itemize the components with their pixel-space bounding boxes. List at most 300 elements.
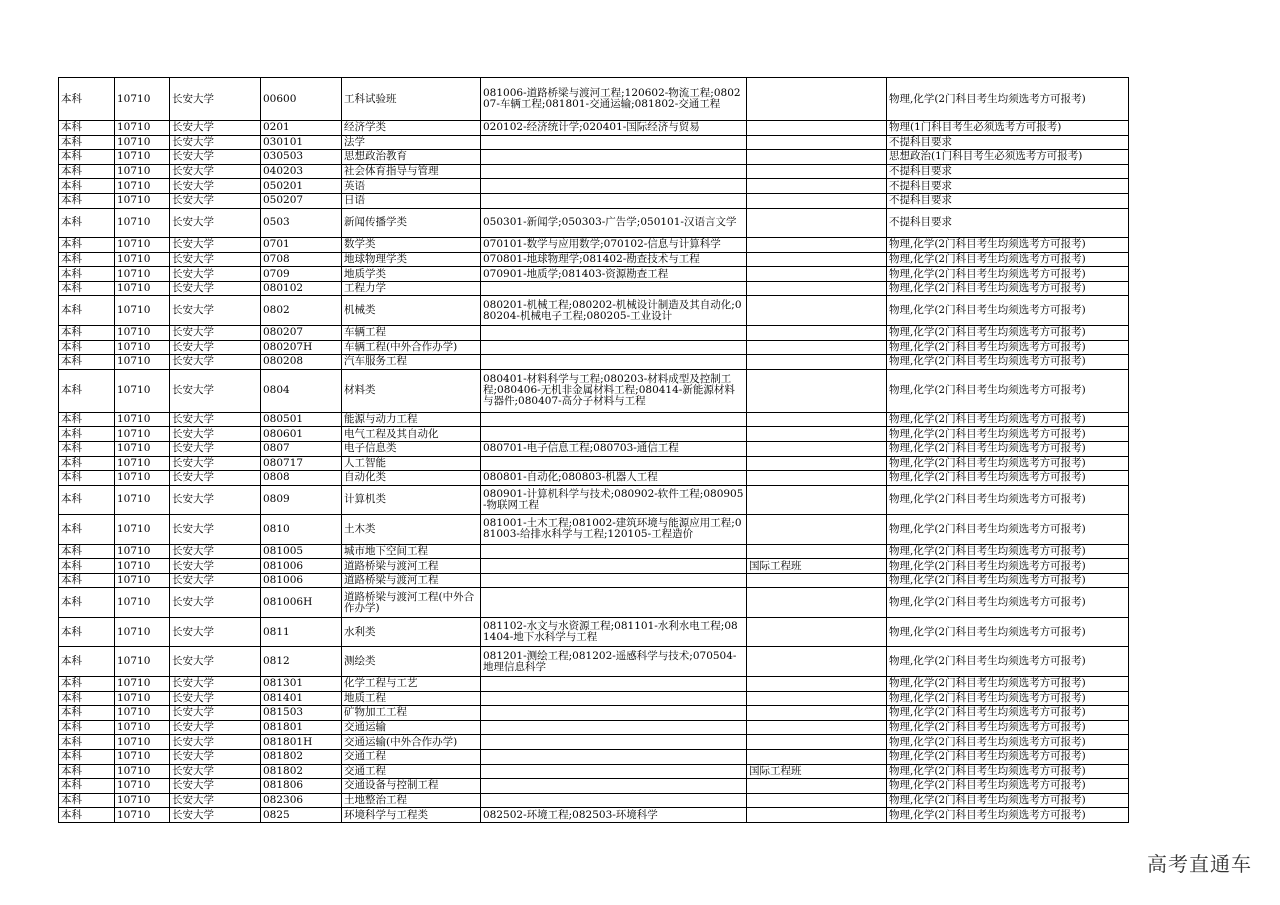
cell-level: 本科 — [59, 808, 115, 823]
cell-major-code: 081806 — [261, 779, 342, 794]
table-row — [59, 150, 1129, 165]
cell-subject-requirement: 物理,化学(2门科目考生均须选考方可报考) — [887, 427, 1129, 442]
cell-school-code: 10710 — [115, 544, 170, 559]
cell-school-code: 10710 — [115, 749, 170, 764]
cell-school-code: 10710 — [115, 793, 170, 808]
cell-major-code: 081801 — [261, 720, 342, 735]
table-row — [59, 471, 1129, 486]
cell-school-name: 长安大学 — [170, 164, 261, 179]
cell-school-code: 10710 — [115, 78, 170, 121]
cell-note — [747, 135, 887, 150]
cell-included-majors: 080701-电子信息工程;080703-通信工程 — [481, 441, 747, 456]
cell-note — [747, 441, 887, 456]
cell-school-name: 长安大学 — [170, 78, 261, 121]
cell-included-majors: 081102-水文与水资源工程;081101-水利水电工程;081404-地下水科学与工程 — [481, 617, 747, 647]
table-row — [59, 208, 1129, 238]
cell-school-name: 长安大学 — [170, 617, 261, 647]
cell-included-majors — [481, 706, 747, 721]
cell-level: 本科 — [59, 793, 115, 808]
major-requirements-table — [58, 77, 1129, 823]
cell-school-name: 长安大学 — [170, 456, 261, 471]
cell-school-code: 10710 — [115, 764, 170, 779]
cell-note — [747, 208, 887, 238]
cell-included-majors — [481, 588, 747, 618]
cell-school-name: 长安大学 — [170, 808, 261, 823]
cell-level: 本科 — [59, 281, 115, 296]
cell-level: 本科 — [59, 355, 115, 370]
cell-school-code: 10710 — [115, 441, 170, 456]
cell-major-name: 土地整治工程 — [342, 793, 481, 808]
cell-major-code: 082306 — [261, 793, 342, 808]
cell-major-name: 英语 — [342, 179, 481, 194]
cell-note — [747, 676, 887, 691]
cell-school-name: 长安大学 — [170, 441, 261, 456]
cell-included-majors — [481, 179, 747, 194]
cell-subject-requirement: 物理,化学(2门科目考生均须选考方可报考) — [887, 617, 1129, 647]
table-row — [59, 121, 1129, 136]
cell-school-code: 10710 — [115, 355, 170, 370]
cell-major-name: 社会体育指导与管理 — [342, 164, 481, 179]
cell-school-name: 长安大学 — [170, 412, 261, 427]
cell-major-name: 交通运输 — [342, 720, 481, 735]
table-row — [59, 238, 1129, 253]
cell-level: 本科 — [59, 150, 115, 165]
cell-subject-requirement: 物理,化学(2门科目考生均须选考方可报考) — [887, 485, 1129, 515]
cell-included-majors — [481, 150, 747, 165]
cell-included-majors: 070801-地球物理学;081402-勘查技术与工程 — [481, 252, 747, 267]
cell-major-name: 人工智能 — [342, 456, 481, 471]
cell-major-code: 0825 — [261, 808, 342, 823]
cell-note — [747, 793, 887, 808]
cell-note — [747, 281, 887, 296]
cell-school-code: 10710 — [115, 340, 170, 355]
cell-level: 本科 — [59, 691, 115, 706]
cell-school-name: 长安大学 — [170, 720, 261, 735]
cell-major-name: 材料类 — [342, 369, 481, 412]
table-row — [59, 456, 1129, 471]
cell-major-name: 工程力学 — [342, 281, 481, 296]
cell-subject-requirement: 物理,化学(2门科目考生均须选考方可报考) — [887, 296, 1129, 326]
cell-note — [747, 808, 887, 823]
cell-subject-requirement: 物理,化学(2门科目考生均须选考方可报考) — [887, 369, 1129, 412]
cell-school-code: 10710 — [115, 281, 170, 296]
cell-included-majors — [481, 325, 747, 340]
cell-level: 本科 — [59, 559, 115, 574]
cell-subject-requirement: 物理,化学(2门科目考生均须选考方可报考) — [887, 515, 1129, 545]
cell-school-name: 长安大学 — [170, 135, 261, 150]
cell-major-code: 081006 — [261, 573, 342, 588]
cell-level: 本科 — [59, 764, 115, 779]
cell-school-name: 长安大学 — [170, 706, 261, 721]
cell-level: 本科 — [59, 471, 115, 486]
cell-note — [747, 573, 887, 588]
cell-major-name: 机械类 — [342, 296, 481, 326]
cell-school-code: 10710 — [115, 515, 170, 545]
cell-major-code: 081005 — [261, 544, 342, 559]
cell-school-code: 10710 — [115, 485, 170, 515]
cell-level: 本科 — [59, 735, 115, 750]
table-row — [59, 793, 1129, 808]
cell-major-name: 数学类 — [342, 238, 481, 253]
table-row — [59, 779, 1129, 794]
cell-major-name: 新闻传播学类 — [342, 208, 481, 238]
cell-level: 本科 — [59, 78, 115, 121]
cell-note — [747, 735, 887, 750]
cell-school-name: 长安大学 — [170, 647, 261, 677]
cell-included-majors — [481, 193, 747, 208]
cell-level: 本科 — [59, 193, 115, 208]
cell-subject-requirement: 思想政治(1门科目考生必须选考方可报考) — [887, 150, 1129, 165]
cell-included-majors: 080801-自动化;080803-机器人工程 — [481, 471, 747, 486]
cell-note — [747, 179, 887, 194]
cell-subject-requirement: 物理,化学(2门科目考生均须选考方可报考) — [887, 588, 1129, 618]
table-row — [59, 296, 1129, 326]
cell-subject-requirement: 物理,化学(2门科目考生均须选考方可报考) — [887, 238, 1129, 253]
cell-major-code: 0709 — [261, 267, 342, 282]
cell-subject-requirement: 物理,化学(2门科目考生均须选考方可报考) — [887, 691, 1129, 706]
cell-subject-requirement: 物理,化学(2门科目考生均须选考方可报考) — [887, 720, 1129, 735]
cell-school-name: 长安大学 — [170, 691, 261, 706]
cell-level: 本科 — [59, 720, 115, 735]
cell-level: 本科 — [59, 588, 115, 618]
cell-school-name: 长安大学 — [170, 427, 261, 442]
cell-major-name: 水利类 — [342, 617, 481, 647]
cell-school-code: 10710 — [115, 720, 170, 735]
cell-school-code: 10710 — [115, 676, 170, 691]
cell-school-code: 10710 — [115, 179, 170, 194]
cell-level: 本科 — [59, 515, 115, 545]
cell-school-code: 10710 — [115, 471, 170, 486]
cell-school-name: 长安大学 — [170, 369, 261, 412]
cell-included-majors — [481, 412, 747, 427]
cell-major-name: 道路桥梁与渡河工程 — [342, 573, 481, 588]
cell-note — [747, 325, 887, 340]
table-row — [59, 515, 1129, 545]
cell-major-code: 081503 — [261, 706, 342, 721]
cell-level: 本科 — [59, 544, 115, 559]
cell-note — [747, 720, 887, 735]
cell-note — [747, 164, 887, 179]
cell-school-name: 长安大学 — [170, 793, 261, 808]
cell-note — [747, 471, 887, 486]
cell-school-name: 长安大学 — [170, 238, 261, 253]
cell-level: 本科 — [59, 121, 115, 136]
table-row — [59, 281, 1129, 296]
cell-major-code: 0804 — [261, 369, 342, 412]
cell-school-code: 10710 — [115, 296, 170, 326]
cell-subject-requirement: 物理,化学(2门科目考生均须选考方可报考) — [887, 793, 1129, 808]
cell-school-code: 10710 — [115, 588, 170, 618]
cell-note — [747, 412, 887, 427]
cell-note — [747, 252, 887, 267]
cell-major-name: 环境科学与工程类 — [342, 808, 481, 823]
cell-included-majors: 070101-数学与应用数学;070102-信息与计算科学 — [481, 238, 747, 253]
cell-included-majors: 050301-新闻学;050303-广告学;050101-汉语言文学 — [481, 208, 747, 238]
cell-subject-requirement: 不提科目要求 — [887, 193, 1129, 208]
table-row — [59, 78, 1129, 121]
cell-note — [747, 456, 887, 471]
watermark-text: 高考直通车 — [1147, 852, 1252, 876]
cell-major-name: 经济学类 — [342, 121, 481, 136]
cell-major-name: 地质工程 — [342, 691, 481, 706]
cell-school-name: 长安大学 — [170, 340, 261, 355]
cell-note — [747, 544, 887, 559]
cell-subject-requirement: 物理,化学(2门科目考生均须选考方可报考) — [887, 340, 1129, 355]
cell-included-majors — [481, 164, 747, 179]
cell-included-majors — [481, 427, 747, 442]
cell-level: 本科 — [59, 706, 115, 721]
cell-level: 本科 — [59, 135, 115, 150]
cell-school-code: 10710 — [115, 427, 170, 442]
cell-subject-requirement: 不提科目要求 — [887, 164, 1129, 179]
cell-major-code: 0701 — [261, 238, 342, 253]
cell-note — [747, 749, 887, 764]
cell-major-code: 030101 — [261, 135, 342, 150]
cell-major-code: 0503 — [261, 208, 342, 238]
cell-level: 本科 — [59, 164, 115, 179]
cell-subject-requirement: 物理,化学(2门科目考生均须选考方可报考) — [887, 808, 1129, 823]
cell-school-name: 长安大学 — [170, 573, 261, 588]
cell-level: 本科 — [59, 296, 115, 326]
cell-major-name: 车辆工程(中外合作办学) — [342, 340, 481, 355]
cell-subject-requirement: 物理,化学(2门科目考生均须选考方可报考) — [887, 779, 1129, 794]
cell-included-majors — [481, 691, 747, 706]
cell-included-majors — [481, 135, 747, 150]
cell-major-code: 0809 — [261, 485, 342, 515]
cell-major-name: 日语 — [342, 193, 481, 208]
cell-school-name: 长安大学 — [170, 559, 261, 574]
table-row — [59, 369, 1129, 412]
cell-major-code: 0812 — [261, 647, 342, 677]
cell-major-name: 交通设备与控制工程 — [342, 779, 481, 794]
table-row — [59, 485, 1129, 515]
cell-school-name: 长安大学 — [170, 735, 261, 750]
cell-school-name: 长安大学 — [170, 471, 261, 486]
cell-subject-requirement: 物理,化学(2门科目考生均须选考方可报考) — [887, 78, 1129, 121]
table-row — [59, 252, 1129, 267]
cell-level: 本科 — [59, 573, 115, 588]
cell-included-majors — [481, 281, 747, 296]
cell-included-majors — [481, 456, 747, 471]
cell-major-code: 081401 — [261, 691, 342, 706]
table-row — [59, 720, 1129, 735]
cell-major-code: 050207 — [261, 193, 342, 208]
cell-major-name: 电气工程及其自动化 — [342, 427, 481, 442]
cell-major-code: 0808 — [261, 471, 342, 486]
cell-included-majors: 080401-材料科学与工程;080203-材料成型及控制工程;080406-无机非金属材料工程;080414-新能源材料与器件;080407-高分子材料与工程 — [481, 369, 747, 412]
cell-note: 国际工程班 — [747, 764, 887, 779]
cell-subject-requirement: 物理,化学(2门科目考生均须选考方可报考) — [887, 749, 1129, 764]
cell-school-name: 长安大学 — [170, 749, 261, 764]
cell-school-name: 长安大学 — [170, 485, 261, 515]
cell-subject-requirement: 物理,化学(2门科目考生均须选考方可报考) — [887, 441, 1129, 456]
cell-included-majors — [481, 720, 747, 735]
cell-subject-requirement: 物理,化学(2门科目考生均须选考方可报考) — [887, 456, 1129, 471]
cell-major-name: 测绘类 — [342, 647, 481, 677]
cell-school-name: 长安大学 — [170, 121, 261, 136]
cell-note — [747, 485, 887, 515]
cell-major-code: 081802 — [261, 749, 342, 764]
table-row — [59, 193, 1129, 208]
cell-included-majors: 081001-土木工程;081002-建筑环境与能源应用工程;081003-给排水科学与工程;120105-工程造价 — [481, 515, 747, 545]
cell-note — [747, 150, 887, 165]
cell-major-name: 法学 — [342, 135, 481, 150]
cell-school-name: 长安大学 — [170, 150, 261, 165]
cell-major-code: 081006H — [261, 588, 342, 618]
table-row — [59, 691, 1129, 706]
table-row — [59, 588, 1129, 618]
cell-included-majors — [481, 779, 747, 794]
cell-school-code: 10710 — [115, 252, 170, 267]
cell-school-name: 长安大学 — [170, 179, 261, 194]
cell-note — [747, 515, 887, 545]
table-row — [59, 749, 1129, 764]
cell-level: 本科 — [59, 676, 115, 691]
cell-included-majors — [481, 749, 747, 764]
cell-note — [747, 369, 887, 412]
cell-major-name: 能源与动力工程 — [342, 412, 481, 427]
cell-major-code: 080208 — [261, 355, 342, 370]
cell-included-majors — [481, 793, 747, 808]
cell-major-code: 081802 — [261, 764, 342, 779]
cell-included-majors: 081006-道路桥梁与渡河工程;120602-物流工程;080207-车辆工程;081801-交通运输;081802-交通工程 — [481, 78, 747, 121]
cell-school-code: 10710 — [115, 238, 170, 253]
cell-major-name: 工科试验班 — [342, 78, 481, 121]
cell-major-code: 080601 — [261, 427, 342, 442]
cell-school-name: 长安大学 — [170, 325, 261, 340]
cell-level: 本科 — [59, 749, 115, 764]
cell-level: 本科 — [59, 779, 115, 794]
cell-note — [747, 355, 887, 370]
cell-school-code: 10710 — [115, 691, 170, 706]
cell-included-majors: 080201-机械工程;080202-机械设计制造及其自动化;080204-机械电子工程;080205-工业设计 — [481, 296, 747, 326]
cell-level: 本科 — [59, 369, 115, 412]
cell-school-name: 长安大学 — [170, 208, 261, 238]
cell-school-code: 10710 — [115, 369, 170, 412]
table-row — [59, 179, 1129, 194]
cell-school-name: 长安大学 — [170, 676, 261, 691]
cell-major-code: 081801H — [261, 735, 342, 750]
cell-included-majors: 082502-环境工程;082503-环境科学 — [481, 808, 747, 823]
cell-major-code: 0708 — [261, 252, 342, 267]
cell-school-name: 长安大学 — [170, 252, 261, 267]
cell-major-code: 0811 — [261, 617, 342, 647]
cell-subject-requirement: 物理,化学(2门科目考生均须选考方可报考) — [887, 735, 1129, 750]
cell-level: 本科 — [59, 441, 115, 456]
cell-major-code: 0807 — [261, 441, 342, 456]
cell-note — [747, 267, 887, 282]
cell-major-name: 车辆工程 — [342, 325, 481, 340]
table-row — [59, 340, 1129, 355]
table-row — [59, 735, 1129, 750]
cell-school-code: 10710 — [115, 121, 170, 136]
cell-school-name: 长安大学 — [170, 267, 261, 282]
cell-included-majors — [481, 544, 747, 559]
cell-subject-requirement: 物理,化学(2门科目考生均须选考方可报考) — [887, 267, 1129, 282]
cell-level: 本科 — [59, 617, 115, 647]
cell-level: 本科 — [59, 208, 115, 238]
table-row — [59, 573, 1129, 588]
cell-included-majors: 080901-计算机科学与技术;080902-软件工程;080905-物联网工程 — [481, 485, 747, 515]
cell-subject-requirement: 物理,化学(2门科目考生均须选考方可报考) — [887, 355, 1129, 370]
cell-level: 本科 — [59, 340, 115, 355]
cell-school-name: 长安大学 — [170, 515, 261, 545]
cell-included-majors: 070901-地质学;081403-资源勘查工程 — [481, 267, 747, 282]
table-row — [59, 559, 1129, 574]
cell-major-code: 00600 — [261, 78, 342, 121]
cell-level: 本科 — [59, 427, 115, 442]
cell-subject-requirement: 物理,化学(2门科目考生均须选考方可报考) — [887, 676, 1129, 691]
cell-school-name: 长安大学 — [170, 779, 261, 794]
cell-school-name: 长安大学 — [170, 281, 261, 296]
cell-school-name: 长安大学 — [170, 544, 261, 559]
cell-note — [747, 706, 887, 721]
cell-level: 本科 — [59, 647, 115, 677]
cell-major-name: 地球物理学类 — [342, 252, 481, 267]
cell-note — [747, 193, 887, 208]
cell-major-name: 汽车服务工程 — [342, 355, 481, 370]
cell-major-code: 050201 — [261, 179, 342, 194]
cell-subject-requirement: 物理,化学(2门科目考生均须选考方可报考) — [887, 764, 1129, 779]
cell-major-name: 化学工程与工艺 — [342, 676, 481, 691]
cell-subject-requirement: 物理,化学(2门科目考生均须选考方可报考) — [887, 647, 1129, 677]
cell-level: 本科 — [59, 485, 115, 515]
cell-school-name: 长安大学 — [170, 193, 261, 208]
cell-note — [747, 647, 887, 677]
cell-subject-requirement: 物理,化学(2门科目考生均须选考方可报考) — [887, 706, 1129, 721]
table-row — [59, 676, 1129, 691]
cell-included-majors: 081201-测绘工程;081202-遥感科学与技术;070504-地理信息科学 — [481, 647, 747, 677]
cell-major-code: 030503 — [261, 150, 342, 165]
cell-major-code: 081301 — [261, 676, 342, 691]
cell-included-majors — [481, 764, 747, 779]
cell-school-code: 10710 — [115, 617, 170, 647]
cell-note — [747, 340, 887, 355]
cell-major-name: 交通工程 — [342, 749, 481, 764]
cell-school-code: 10710 — [115, 208, 170, 238]
cell-note: 国际工程班 — [747, 559, 887, 574]
cell-note — [747, 617, 887, 647]
cell-level: 本科 — [59, 412, 115, 427]
cell-level: 本科 — [59, 267, 115, 282]
table-row — [59, 267, 1129, 282]
cell-subject-requirement: 物理,化学(2门科目考生均须选考方可报考) — [887, 325, 1129, 340]
cell-school-code: 10710 — [115, 779, 170, 794]
cell-major-name: 土木类 — [342, 515, 481, 545]
cell-school-name: 长安大学 — [170, 355, 261, 370]
cell-subject-requirement: 不提科目要求 — [887, 179, 1129, 194]
cell-included-majors — [481, 340, 747, 355]
cell-subject-requirement: 物理,化学(2门科目考生均须选考方可报考) — [887, 544, 1129, 559]
cell-level: 本科 — [59, 238, 115, 253]
cell-subject-requirement: 物理(1门科目考生必须选考方可报考) — [887, 121, 1129, 136]
table-row — [59, 441, 1129, 456]
cell-subject-requirement: 物理,化学(2门科目考生均须选考方可报考) — [887, 559, 1129, 574]
cell-note — [747, 238, 887, 253]
table-row — [59, 808, 1129, 823]
cell-level: 本科 — [59, 456, 115, 471]
cell-subject-requirement: 不提科目要求 — [887, 135, 1129, 150]
cell-school-code: 10710 — [115, 808, 170, 823]
table-row — [59, 617, 1129, 647]
cell-school-code: 10710 — [115, 573, 170, 588]
cell-major-code: 080207H — [261, 340, 342, 355]
table-row — [59, 427, 1129, 442]
cell-school-code: 10710 — [115, 164, 170, 179]
cell-school-code: 10710 — [115, 135, 170, 150]
cell-major-name: 地质学类 — [342, 267, 481, 282]
cell-subject-requirement: 物理,化学(2门科目考生均须选考方可报考) — [887, 412, 1129, 427]
